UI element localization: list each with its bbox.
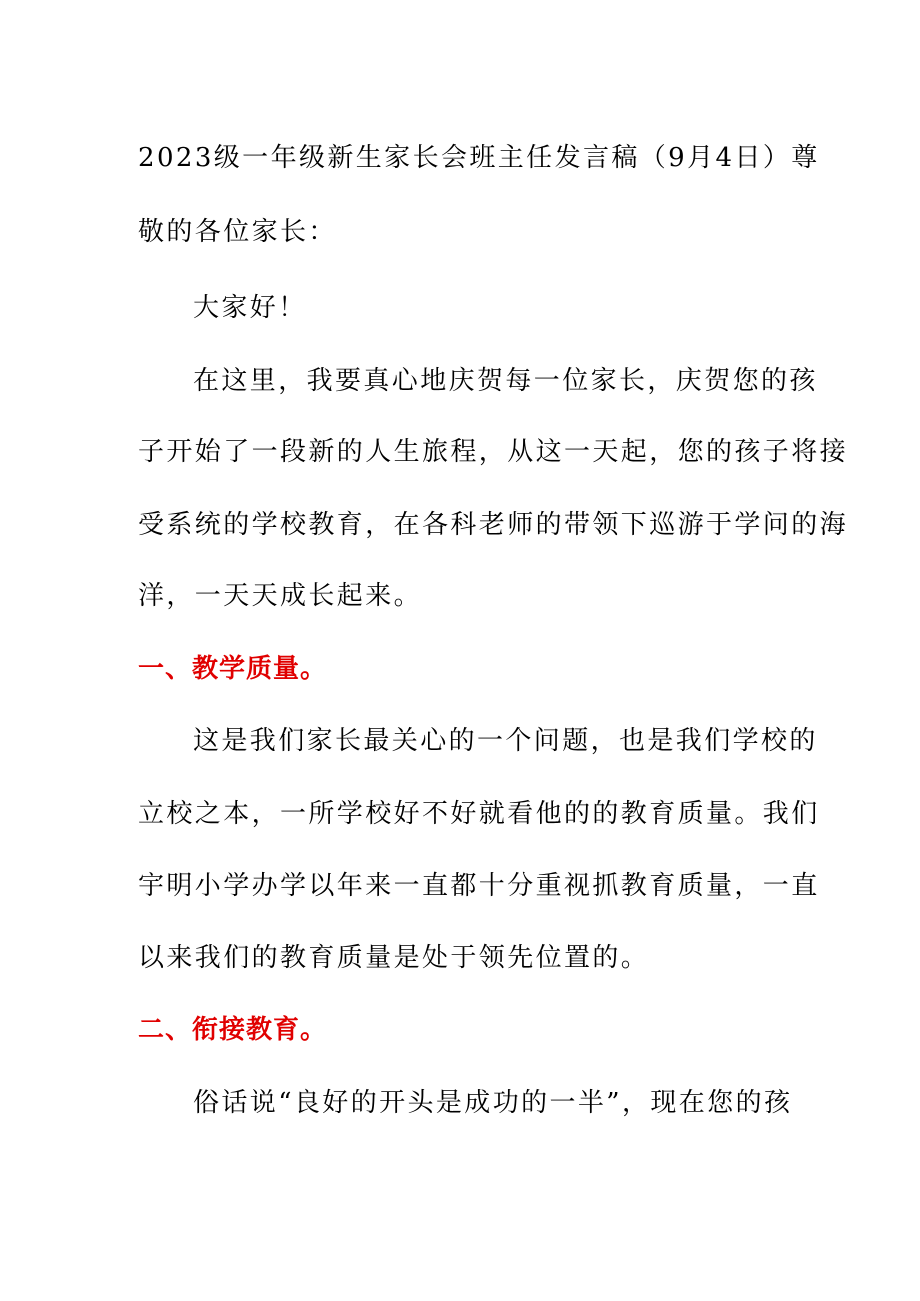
section1-line-3: 宇明小学办学以年来一直都十分重视抓教育质量，一直 (138, 871, 820, 901)
section-heading-teaching-quality: 一、教学质量。 (138, 654, 328, 684)
intro-line-1: 在这里，我要真心地庆贺每一位家长，庆贺您的孩 (193, 366, 818, 396)
section1-line-2: 立校之本，一所学校好不好就看他的的教育质量。我们 (138, 799, 820, 829)
intro-line-2: 子开始了一段新的人生旅程，从这一天起，您的孩子将接 (138, 437, 849, 467)
section2-line-1: 俗话说“良好的开头是成功的一半”，现在您的孩 (193, 1088, 793, 1118)
greeting: 大家好！ (193, 293, 307, 323)
intro-line-4: 洋，一天天成长起来。 (138, 581, 423, 611)
section1-line-1: 这是我们家长最关心的一个问题，也是我们学校的 (193, 726, 818, 756)
title-line-2: 敬的各位家长： (138, 217, 337, 247)
title-line-1: 2023级一年级新生家长会班主任发言稿（9月4日）尊 (138, 143, 820, 173)
intro-line-3: 受系统的学校教育，在各科老师的带领下巡游于学问的海 (138, 510, 849, 540)
section-heading-transition-education: 二、衔接教育。 (138, 1015, 328, 1045)
section1-line-4: 以来我们的教育质量是处于领先位置的。 (138, 943, 650, 973)
